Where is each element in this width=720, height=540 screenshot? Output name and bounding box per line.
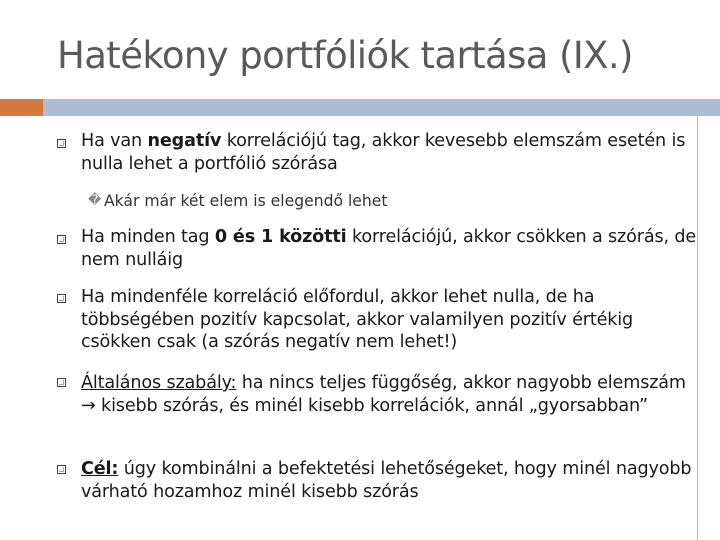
bullet-text-2 (81, 226, 701, 271)
bullet-5-underline-bold: Cél: (81, 459, 119, 479)
bullet-1-bold: negatív (147, 131, 222, 151)
bullet-4-post: ha nincs teljes függőség, akkor nagyobb elemszám → kisebb szórás, és minél kisebb korrelációk, annál „gyorsabban” (81, 373, 686, 416)
bullet-4-underline: Általános szabály: (81, 373, 237, 393)
bullet-2-pre: Ha minden tag (81, 227, 215, 247)
bullet-text-1 (81, 130, 701, 175)
square-bullet-icon (57, 294, 66, 303)
sub-bullet-marker: � (88, 193, 102, 208)
bullet-text-3: Ha mindenféle korreláció előfordul, akkor lehet nulla, de ha többségében pozitív kapcsolat, akkor valamilyen pozitív értékig csökken csak (a szórás negatív nem lehet!) (81, 287, 634, 352)
bullet-1-pre: Ha van (81, 131, 148, 151)
bullet-text-5 (81, 458, 701, 503)
title-accent-bar-blue (43, 99, 720, 116)
square-bullet-icon (57, 139, 66, 148)
bullet-5-post: úgy kombinálni a befektetési lehetőségeket, hogy minél nagyobb várható hozamhoz minél kisebb szórás (81, 459, 692, 502)
square-bullet-icon (57, 465, 66, 474)
title-accent-bar-orange (0, 99, 43, 116)
square-bullet-icon (57, 378, 66, 387)
bullet-2-post: korrelációjú, akkor csökken a szórás, de nem nulláig (81, 227, 697, 270)
bullet-text-4 (81, 372, 701, 417)
slide-title: Hatékony portfóliók tartása (IX.) (57, 34, 633, 77)
bullet-2-bold: 0 és 1 közötti (214, 227, 347, 247)
bullet-5-underline-wrap (81, 459, 118, 479)
square-bullet-icon (57, 235, 66, 244)
bullet-1-post: korrelációjú tag, akkor kevesebb elemszám esetén is nulla lehet a portfólió szórása (81, 131, 686, 174)
sub-bullet-text-1: Akár már két elem is elegendő lehet (104, 192, 388, 210)
